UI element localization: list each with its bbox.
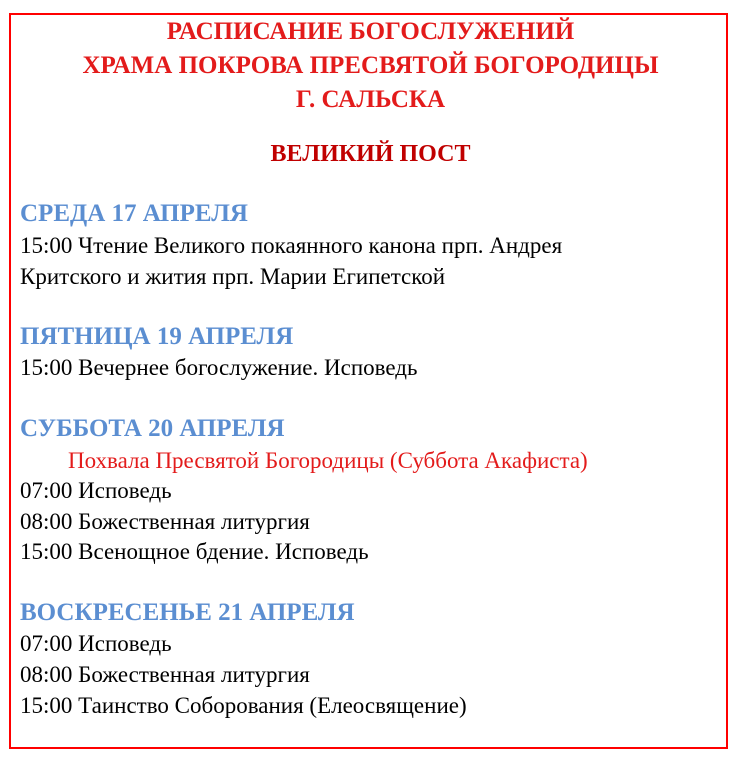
service-line: 15:00 Чтение Великого покаянного канона прп. Андрея <box>20 233 563 258</box>
day-title-sunday: ВОСКРЕСЕНЬЕ 21 АПРЕЛЯ <box>20 599 355 626</box>
service-line: 07:00 Исповедь <box>20 478 172 503</box>
day-title-saturday: СУББОТА 20 АПРЕЛЯ <box>20 415 285 442</box>
feast-name: Похвала Пресвятой Богородицы (Суббота Акафиста) <box>68 448 588 473</box>
title-line: ХРАМА ПОКРОВА ПРЕСВЯТОЙ БОГОРОДИЦЫ <box>82 52 659 79</box>
service-line: 08:00 Божественная литургия <box>20 662 310 687</box>
service-line: 08:00 Божественная литургия <box>20 509 310 534</box>
schedule-title <box>0 15 741 117</box>
service-line: 15:00 Всенощное бдение. Исповедь <box>20 539 369 564</box>
service-line: 07:00 Исповедь <box>20 631 172 656</box>
service-line: Критского и жития прп. Марии Египетской <box>20 264 446 289</box>
title-line: Г. САЛЬСКА <box>295 86 446 113</box>
season-heading: ВЕЛИКИЙ ПОСТ <box>270 141 471 167</box>
service-line: 15:00 Вечернее богослужение. Исповедь <box>20 355 418 380</box>
day-title-friday: ПЯТНИЦА 19 АПРЕЛЯ <box>20 323 294 350</box>
title-line: РАСПИСАНИЕ БОГОСЛУЖЕНИЙ <box>166 18 575 45</box>
service-line: 15:00 Таинство Соборования (Елеосвящение) <box>20 693 467 718</box>
day-title-wednesday: СРЕДА 17 АПРЕЛЯ <box>20 200 248 227</box>
